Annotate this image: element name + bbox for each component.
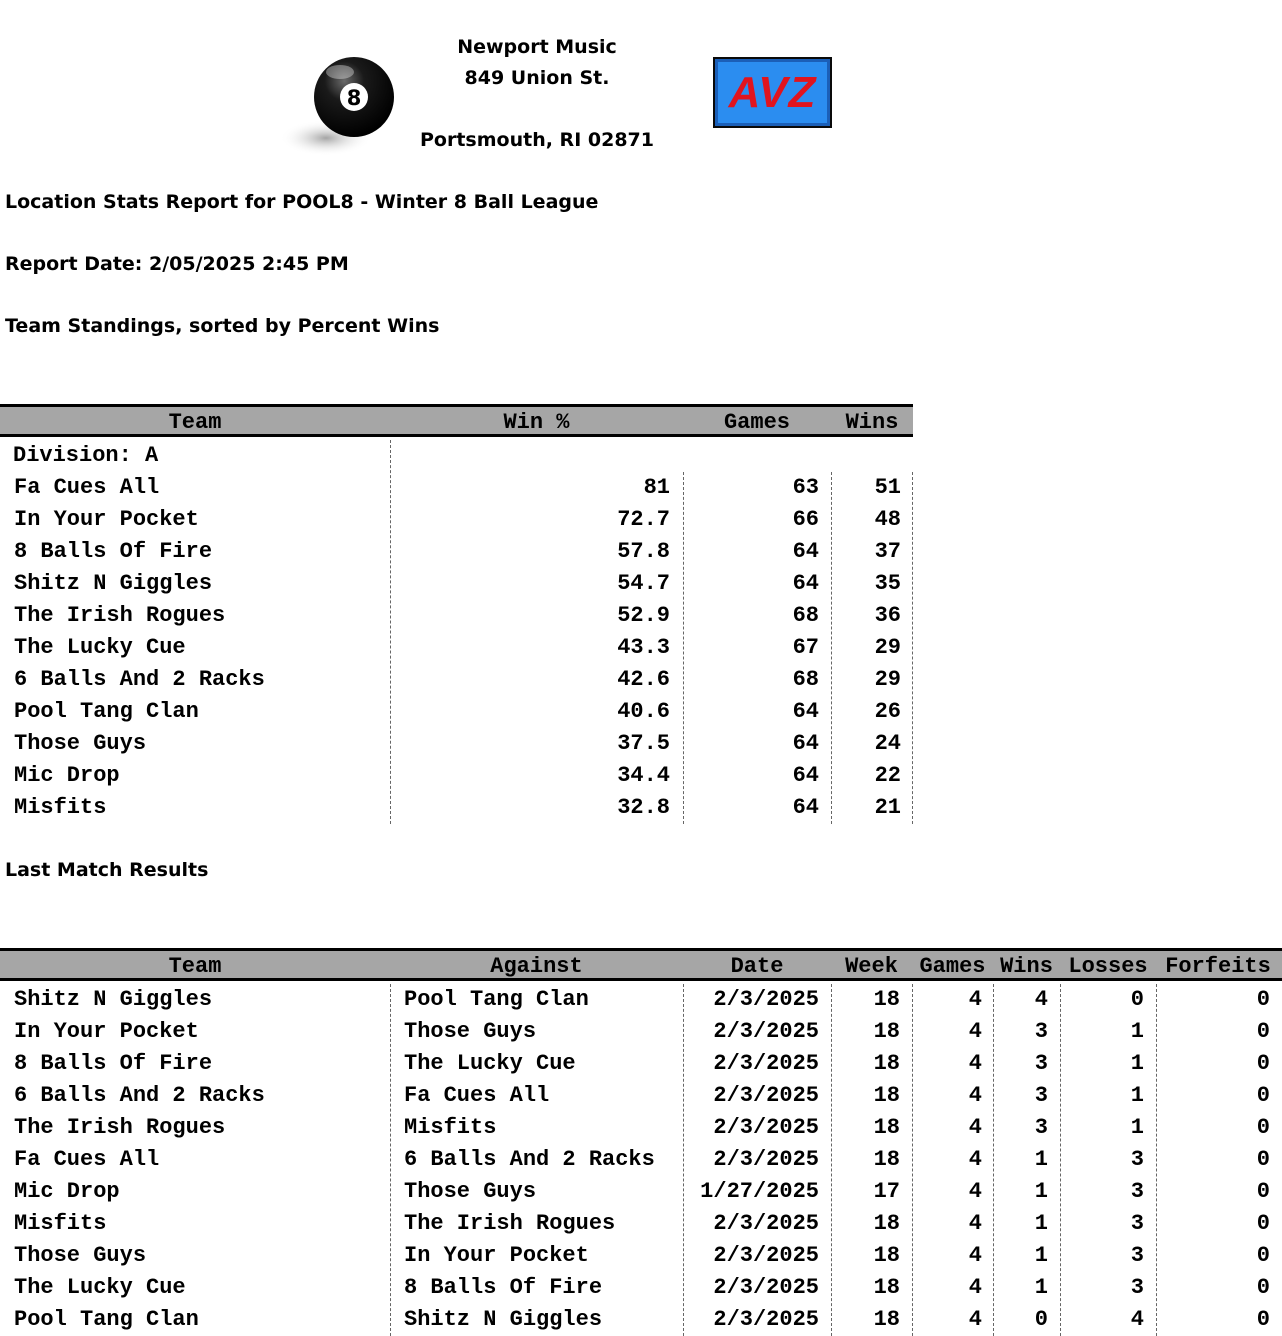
standings-wins-cell: 48: [874, 507, 901, 532]
results-wins-cell: 3: [1034, 1051, 1048, 1076]
standings-team-cell: Shitz N Giggles: [14, 571, 213, 596]
standings-team-cell: In Your Pocket: [14, 507, 199, 532]
results-against-cell: The Irish Rogues: [404, 1211, 616, 1236]
results-col-forfeits: Forfeits: [1165, 954, 1271, 979]
results-against-cell: Those Guys: [404, 1019, 537, 1044]
results-forfeits-cell: 0: [1256, 1115, 1270, 1140]
results-wins-cell: 1: [1034, 1275, 1048, 1300]
standings-col-win-pct: Win %: [503, 410, 570, 435]
results-divider: [993, 984, 994, 1336]
results-week-cell: 18: [873, 1019, 900, 1044]
standings-games-cell: 64: [792, 539, 819, 564]
results-team-cell: In Your Pocket: [14, 1019, 199, 1044]
standings-wins-cell: 29: [874, 667, 901, 692]
standings-games-cell: 64: [792, 699, 819, 724]
standings-games-cell: 64: [792, 731, 819, 756]
results-losses-cell: 1: [1130, 1019, 1144, 1044]
results-forfeits-cell: 0: [1256, 1051, 1270, 1076]
results-games-cell: 4: [968, 1211, 982, 1236]
results-divider: [683, 984, 684, 1336]
results-games-cell: 4: [968, 1051, 982, 1076]
results-games-cell: 4: [968, 1147, 982, 1172]
results-date-cell: 2/3/2025: [713, 1051, 819, 1076]
results-date-cell: 2/3/2025: [713, 1243, 819, 1268]
standings-winpct-cell: 34.4: [617, 763, 670, 788]
results-losses-cell: 4: [1130, 1307, 1144, 1332]
avz-logo-text: AVZ: [728, 67, 817, 117]
results-col-wins: Wins: [1000, 954, 1053, 979]
results-date-cell: 2/3/2025: [713, 1307, 819, 1332]
standings-games-cell: 68: [792, 667, 819, 692]
standings-team-cell: The Irish Rogues: [14, 603, 226, 628]
results-divider: [390, 984, 391, 1336]
standings-wins-cell: 35: [874, 571, 901, 596]
results-losses-cell: 0: [1130, 987, 1144, 1012]
standings-divider: [390, 440, 391, 824]
venue-address-street: 849 Union St.: [464, 67, 610, 89]
results-forfeits-cell: 0: [1256, 1307, 1270, 1332]
results-games-cell: 4: [968, 987, 982, 1012]
ball-number: 8: [346, 86, 362, 110]
results-divider: [1060, 984, 1061, 1336]
report-title: Location Stats Report for POOL8 - Winter 8 Ball League: [5, 191, 599, 213]
results-forfeits-cell: 0: [1256, 1243, 1270, 1268]
results-team-cell: Fa Cues All: [14, 1147, 160, 1172]
results-games-cell: 4: [968, 1019, 982, 1044]
standings-team-cell: Fa Cues All: [14, 475, 160, 500]
results-col-week: Week: [845, 954, 898, 979]
venue-name: Newport Music: [457, 36, 617, 58]
standings-team-cell: 8 Balls Of Fire: [14, 539, 213, 564]
results-divider: [1156, 984, 1157, 1336]
standings-wins-cell: 26: [874, 699, 901, 724]
standings-winpct-cell: 43.3: [617, 635, 670, 660]
standings-divider: [912, 472, 913, 824]
venue-address-city: Portsmouth, RI 02871: [420, 129, 654, 151]
results-team-cell: The Irish Rogues: [14, 1115, 226, 1140]
results-team-cell: 8 Balls Of Fire: [14, 1051, 213, 1076]
report-date: Report Date: 2/05/2025 2:45 PM: [5, 253, 349, 275]
standings-wins-cell: 29: [874, 635, 901, 660]
results-games-cell: 4: [968, 1307, 982, 1332]
standings-divider: [831, 472, 832, 824]
standings-wins-cell: 21: [874, 795, 901, 820]
results-losses-cell: 3: [1130, 1211, 1144, 1236]
results-against-cell: Those Guys: [404, 1179, 537, 1204]
standings-winpct-cell: 42.6: [617, 667, 670, 692]
standings-winpct-cell: 40.6: [617, 699, 670, 724]
results-against-cell: Shitz N Giggles: [404, 1307, 603, 1332]
results-wins-cell: 1: [1034, 1147, 1048, 1172]
results-team-cell: Those Guys: [14, 1243, 147, 1268]
results-wins-cell: 3: [1034, 1019, 1048, 1044]
results-team-cell: 6 Balls And 2 Racks: [14, 1083, 265, 1108]
standings-divider: [683, 472, 684, 824]
results-forfeits-cell: 0: [1256, 1019, 1270, 1044]
results-col-against: Against: [490, 954, 583, 979]
results-games-cell: 4: [968, 1179, 982, 1204]
standings-games-cell: 67: [792, 635, 819, 660]
standings-col-wins: Wins: [845, 410, 899, 435]
results-col-team: Team: [168, 954, 222, 979]
results-games-cell: 4: [968, 1083, 982, 1108]
results-divider: [912, 984, 913, 1336]
division-label: Division: A: [13, 443, 159, 468]
standings-team-cell: 6 Balls And 2 Racks: [14, 667, 265, 692]
standings-winpct-cell: 54.7: [617, 571, 670, 596]
results-col-date: Date: [730, 954, 784, 979]
standings-header-row: [0, 404, 913, 437]
results-date-cell: 2/3/2025: [713, 987, 819, 1012]
standings-winpct-cell: 32.8: [617, 795, 670, 820]
results-date-cell: 2/3/2025: [713, 1083, 819, 1108]
results-forfeits-cell: 0: [1256, 1211, 1270, 1236]
results-team-cell: Pool Tang Clan: [14, 1307, 199, 1332]
results-against-cell: Pool Tang Clan: [404, 987, 589, 1012]
results-against-cell: Fa Cues All: [404, 1083, 550, 1108]
results-forfeits-cell: 0: [1256, 1083, 1270, 1108]
results-col-games: Games: [919, 954, 986, 979]
results-week-cell: 18: [873, 1275, 900, 1300]
results-wins-cell: 1: [1034, 1179, 1048, 1204]
results-forfeits-cell: 0: [1256, 1147, 1270, 1172]
results-week-cell: 17: [873, 1179, 900, 1204]
results-forfeits-cell: 0: [1256, 1179, 1270, 1204]
standings-team-cell: Those Guys: [14, 731, 147, 756]
results-games-cell: 4: [968, 1243, 982, 1268]
results-against-cell: In Your Pocket: [404, 1243, 589, 1268]
standings-wins-cell: 37: [874, 539, 901, 564]
standings-games-cell: 66: [792, 507, 819, 532]
standings-winpct-cell: 37.5: [617, 731, 670, 756]
results-losses-cell: 1: [1130, 1051, 1144, 1076]
results-col-losses: Losses: [1068, 954, 1148, 979]
results-losses-cell: 3: [1130, 1179, 1144, 1204]
results-week-cell: 18: [873, 1147, 900, 1172]
results-week-cell: 18: [873, 1211, 900, 1236]
results-date-cell: 2/3/2025: [713, 1115, 819, 1140]
results-date-cell: 2/3/2025: [713, 1275, 819, 1300]
results-against-cell: 8 Balls Of Fire: [404, 1275, 603, 1300]
standings-winpct-cell: 52.9: [617, 603, 670, 628]
results-wins-cell: 3: [1034, 1115, 1048, 1140]
standings-team-cell: Mic Drop: [14, 763, 120, 788]
results-divider: [831, 984, 832, 1336]
standings-games-cell: 68: [792, 603, 819, 628]
results-week-cell: 18: [873, 1307, 900, 1332]
results-losses-cell: 1: [1130, 1115, 1144, 1140]
results-team-cell: The Lucky Cue: [14, 1275, 186, 1300]
standings-games-cell: 64: [792, 795, 819, 820]
results-week-cell: 18: [873, 1051, 900, 1076]
standings-winpct-cell: 81: [643, 475, 670, 500]
results-wins-cell: 4: [1034, 987, 1048, 1012]
results-week-cell: 18: [873, 1243, 900, 1268]
standings-heading: Team Standings, sorted by Percent Wins: [5, 315, 440, 337]
results-team-cell: Misfits: [14, 1211, 107, 1236]
results-losses-cell: 3: [1130, 1275, 1144, 1300]
avz-logo: [713, 57, 832, 128]
standings-wins-cell: 51: [874, 475, 901, 500]
standings-wins-cell: 24: [874, 731, 901, 756]
results-date-cell: 1/27/2025: [700, 1179, 819, 1204]
results-forfeits-cell: 0: [1256, 1275, 1270, 1300]
results-wins-cell: 3: [1034, 1083, 1048, 1108]
results-week-cell: 18: [873, 1115, 900, 1140]
results-heading: Last Match Results: [5, 859, 209, 881]
results-against-cell: Misfits: [404, 1115, 497, 1140]
results-games-cell: 4: [968, 1115, 982, 1140]
results-forfeits-cell: 0: [1256, 987, 1270, 1012]
results-wins-cell: 1: [1034, 1211, 1048, 1236]
results-week-cell: 18: [873, 987, 900, 1012]
results-wins-cell: 0: [1034, 1307, 1048, 1332]
standings-winpct-cell: 57.8: [617, 539, 670, 564]
standings-team-cell: Misfits: [14, 795, 107, 820]
standings-wins-cell: 22: [874, 763, 901, 788]
results-team-cell: Shitz N Giggles: [14, 987, 213, 1012]
results-week-cell: 18: [873, 1083, 900, 1108]
results-losses-cell: 3: [1130, 1147, 1144, 1172]
standings-team-cell: Pool Tang Clan: [14, 699, 199, 724]
results-against-cell: 6 Balls And 2 Racks: [404, 1147, 655, 1172]
standings-games-cell: 64: [792, 763, 819, 788]
results-wins-cell: 1: [1034, 1243, 1048, 1268]
results-date-cell: 2/3/2025: [713, 1019, 819, 1044]
results-team-cell: Mic Drop: [14, 1179, 120, 1204]
results-losses-cell: 3: [1130, 1243, 1144, 1268]
standings-col-team: Team: [168, 410, 222, 435]
results-losses-cell: 1: [1130, 1083, 1144, 1108]
results-against-cell: The Lucky Cue: [404, 1051, 576, 1076]
results-games-cell: 4: [968, 1275, 982, 1300]
standings-team-cell: The Lucky Cue: [14, 635, 186, 660]
standings-games-cell: 63: [792, 475, 819, 500]
results-date-cell: 2/3/2025: [713, 1211, 819, 1236]
standings-games-cell: 64: [792, 571, 819, 596]
results-header-row: [0, 948, 1282, 981]
eight-ball-logo: [278, 50, 398, 162]
standings-col-games: Games: [723, 410, 790, 435]
standings-wins-cell: 36: [874, 603, 901, 628]
standings-winpct-cell: 72.7: [617, 507, 670, 532]
results-date-cell: 2/3/2025: [713, 1147, 819, 1172]
